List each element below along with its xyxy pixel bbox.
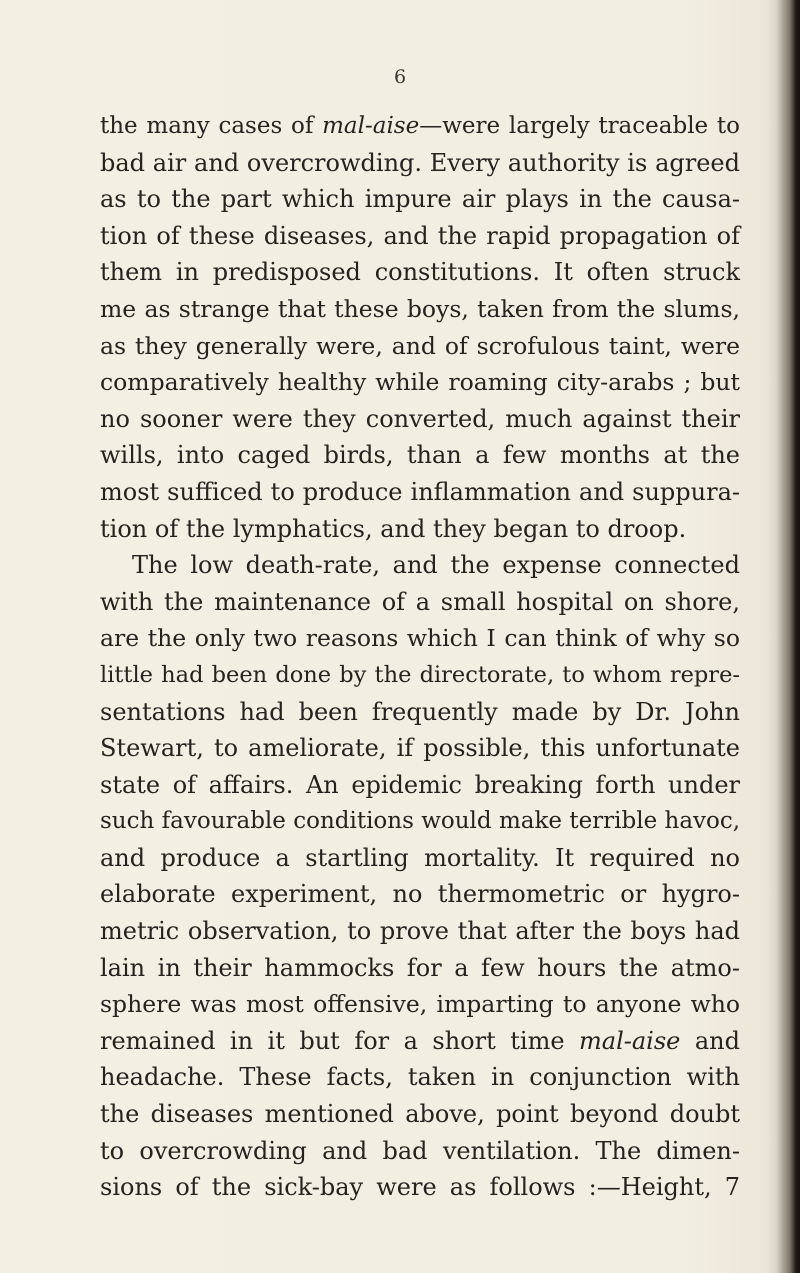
body-text [100,108,740,1206]
text-line: to overcrowding and bad ventilation. The dimen- [100,1136,740,1165]
text-line: elaborate experiment, no thermometric or hygro- [100,880,740,909]
text-line: them in predisposed constitutions. It often struck [100,258,740,287]
text-line: such favourable conditions would make terrible havoc, [100,808,741,835]
text-line: state of affairs. An epidemic breaking forth under [100,770,740,799]
page-binding-shadow [766,0,800,1273]
page-number: 6 [393,66,407,88]
text-line: sentations had been frequently made by Dr. John [100,697,740,726]
text-line: Stewart, to ameliorate, if possible, this unfortunate [100,734,740,763]
text-line: as to the part which impure air plays in the causa- [100,185,740,214]
text-line: lain in their hammocks for a few hours the atmo- [100,953,740,982]
text-line: no sooner were they converted, much against their [100,404,740,433]
text-line: as they generally were, and of scrofulous taint, were [100,331,740,360]
text-line: little had been done by the directorate, to whom repre- [100,661,740,688]
text-line: most sufficed to produce inflammation and suppura- [100,477,740,506]
text-line: The low death-rate, and the expense connected [132,551,740,580]
text-line: with the maintenance of a small hospital on shore, [100,587,740,616]
text-line: comparatively healthy while roaming city-arabs ; but [100,368,740,397]
text-line: tion of the lymphatics, and they began to droop. [100,514,687,543]
text-line: metric observation, to prove that after the boys had [100,917,740,946]
text-line: me as strange that these boys, taken from the slums, [100,294,740,323]
text-line: the many cases of mal-aise—were largely traceable to [100,113,740,139]
text-line: headache. These facts, taken in conjunction with [100,1063,740,1092]
text-line: remained in it but for a short time mal-aise and [100,1026,740,1055]
text-line: are the only two reasons which I can think of why so [100,624,740,653]
text-line: and produce a startling mortality. It required no [100,843,740,872]
text-line: tion of these diseases, and the rapid propagation of [100,221,740,250]
text-line: wills, into caged birds, than a few months at the [100,441,740,470]
text-line: sphere was most offensive, imparting to anyone who [100,990,740,1019]
text-line: the diseases mentioned above, point beyond doubt [100,1100,740,1129]
text-line: bad air and overcrowding. Every authority is agreed [100,148,740,177]
text-line: sions of the sick-bay were as follows :—Height, 7 [100,1173,740,1202]
